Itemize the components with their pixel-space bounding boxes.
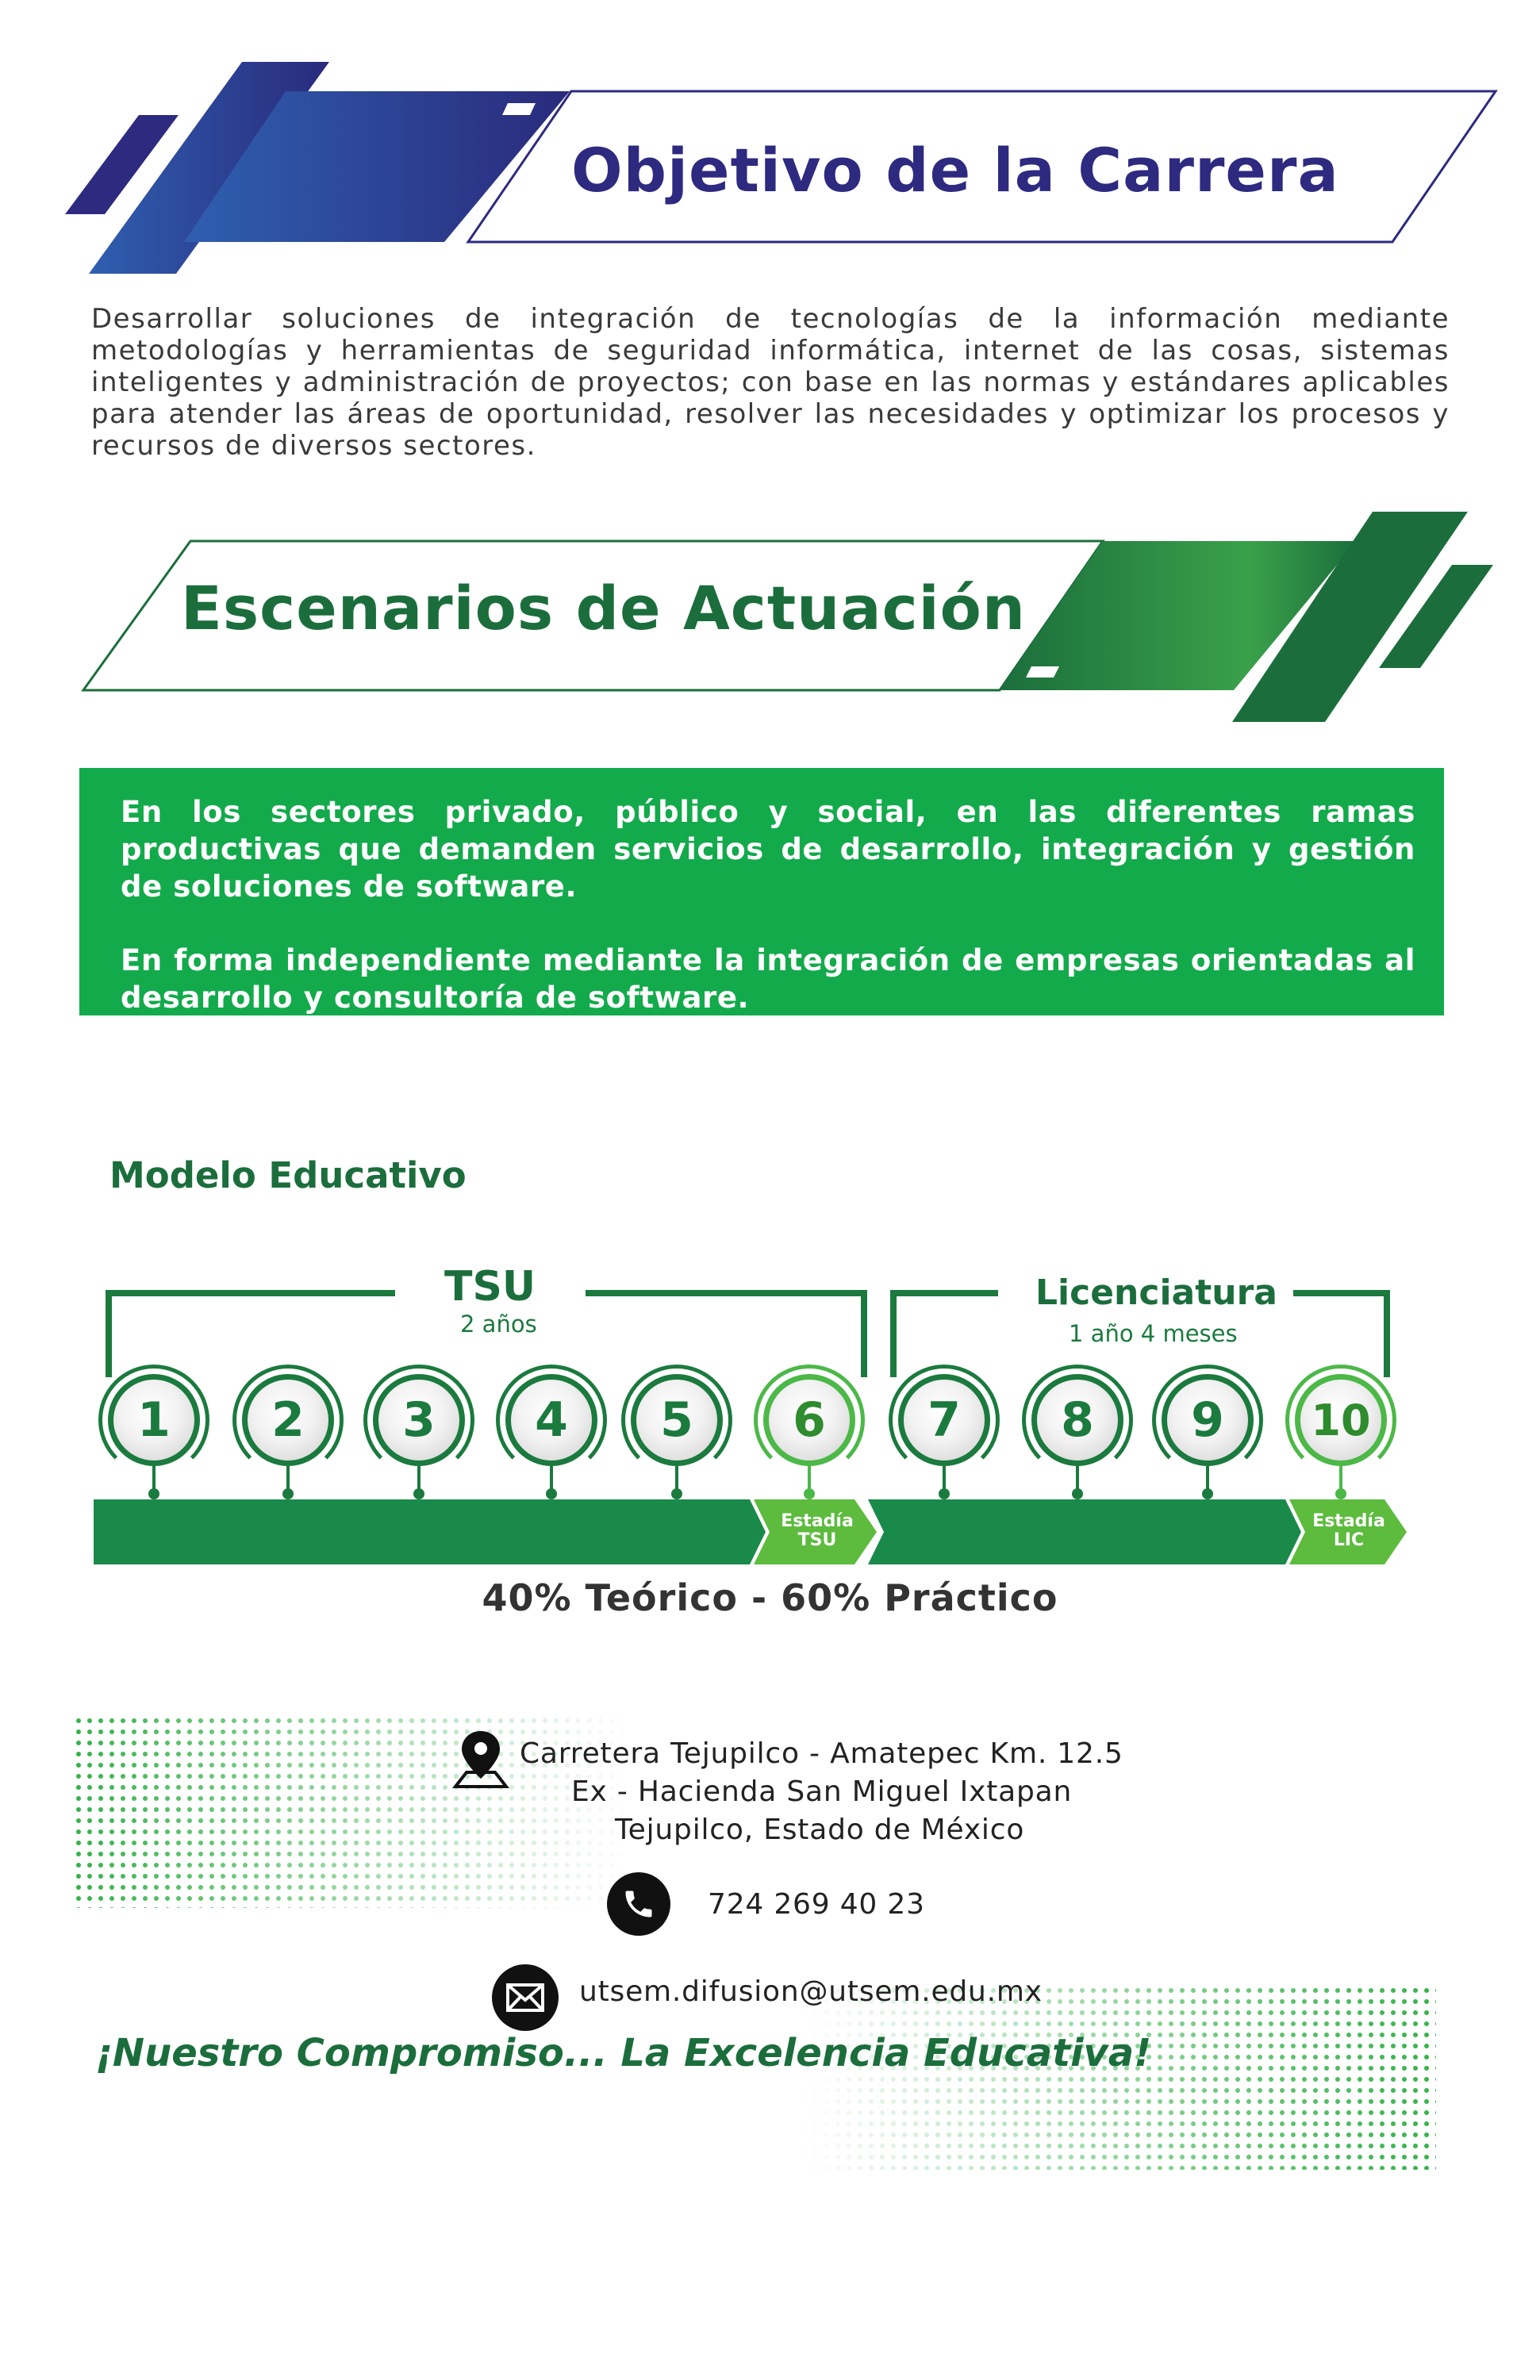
timeline-bar: [0, 1498, 1540, 1569]
lic-label: Licenciatura: [1035, 1273, 1277, 1313]
phone-glyph: [621, 1887, 656, 1921]
escenarios-title: Escenarios de Actuación: [181, 573, 1026, 643]
envelope-glyph: [505, 1983, 545, 2013]
escenarios-paragraph-2: En forma independiente mediante la integración de empresas orientadas al desarrollo y consultoría de software.: [121, 943, 1415, 1015]
step-number: 8: [1031, 1374, 1123, 1466]
address-line-2: Ex - Hacienda San Miguel Ixtapan: [571, 1775, 1073, 1808]
estadia-lic-line2: LIC: [1333, 1530, 1365, 1550]
step-number: 9: [1162, 1374, 1254, 1466]
estadia-tsu-line1: Estadía: [781, 1511, 854, 1531]
step-number: 4: [505, 1374, 597, 1466]
mail-icon: [492, 1964, 559, 2031]
objetivo-title: Objetivo de la Carrera: [571, 135, 1339, 205]
estadia-tsu: [774, 1512, 861, 1550]
phone-number[interactable]: 724 269 40 23: [708, 1888, 925, 1921]
phone-icon: [607, 1872, 670, 1936]
lic-duration: 1 año 4 meses: [1069, 1320, 1238, 1347]
step-number: 2: [242, 1374, 334, 1466]
modelo-title: Modelo Educativo: [109, 1154, 467, 1196]
estadia-lic-line1: Estadía: [1312, 1511, 1385, 1531]
estadia-lic: [1305, 1512, 1392, 1550]
map-pin-icon: [452, 1728, 509, 1791]
escenarios-paragraph-1: En los sectores privado, público y social, en las diferentes ramas productivas que demanden servicios de desarrollo, integración y gestión de soluciones de software.: [121, 795, 1415, 904]
step-number: 5: [631, 1374, 723, 1466]
step-number: 1: [108, 1374, 200, 1466]
escenarios-box: [79, 768, 1444, 1015]
step-number: 7: [898, 1374, 990, 1466]
step-number: 6: [763, 1374, 855, 1466]
steps-row: [0, 1365, 1540, 1491]
address-line-3: Tejupilco, Estado de México: [615, 1814, 1025, 1846]
address-line-1: Carretera Tejupilco - Amatepec Km. 12.5: [520, 1737, 1123, 1770]
step-number: 3: [373, 1374, 465, 1466]
estadia-tsu-line2: TSU: [797, 1530, 837, 1550]
dot-pattern-right: [801, 1987, 1436, 2170]
step-number: 10: [1295, 1374, 1387, 1466]
tsu-duration: 2 años: [460, 1311, 537, 1338]
tsu-label: TSU: [444, 1263, 536, 1311]
theory-practice-ratio: 40% Teórico - 60% Práctico: [482, 1576, 1058, 1619]
slogan: ¡Nuestro Compromiso... La Excelencia Educativa!: [95, 2031, 1152, 2075]
objetivo-text: Desarrollar soluciones de integración de tecnologías de la información mediante metodologías y herramientas de seguridad informática, internet de las cosas, sistemas inteligentes y administración de proyectos; con base en las normas y estándares aplicables para atender las áreas de oportunidad, resolver las necesidades y optimizar los procesos y recursos de diversos sectores.: [91, 303, 1450, 462]
email-address[interactable]: utsem.difusion@utsem.edu.mx: [579, 1975, 1043, 2008]
